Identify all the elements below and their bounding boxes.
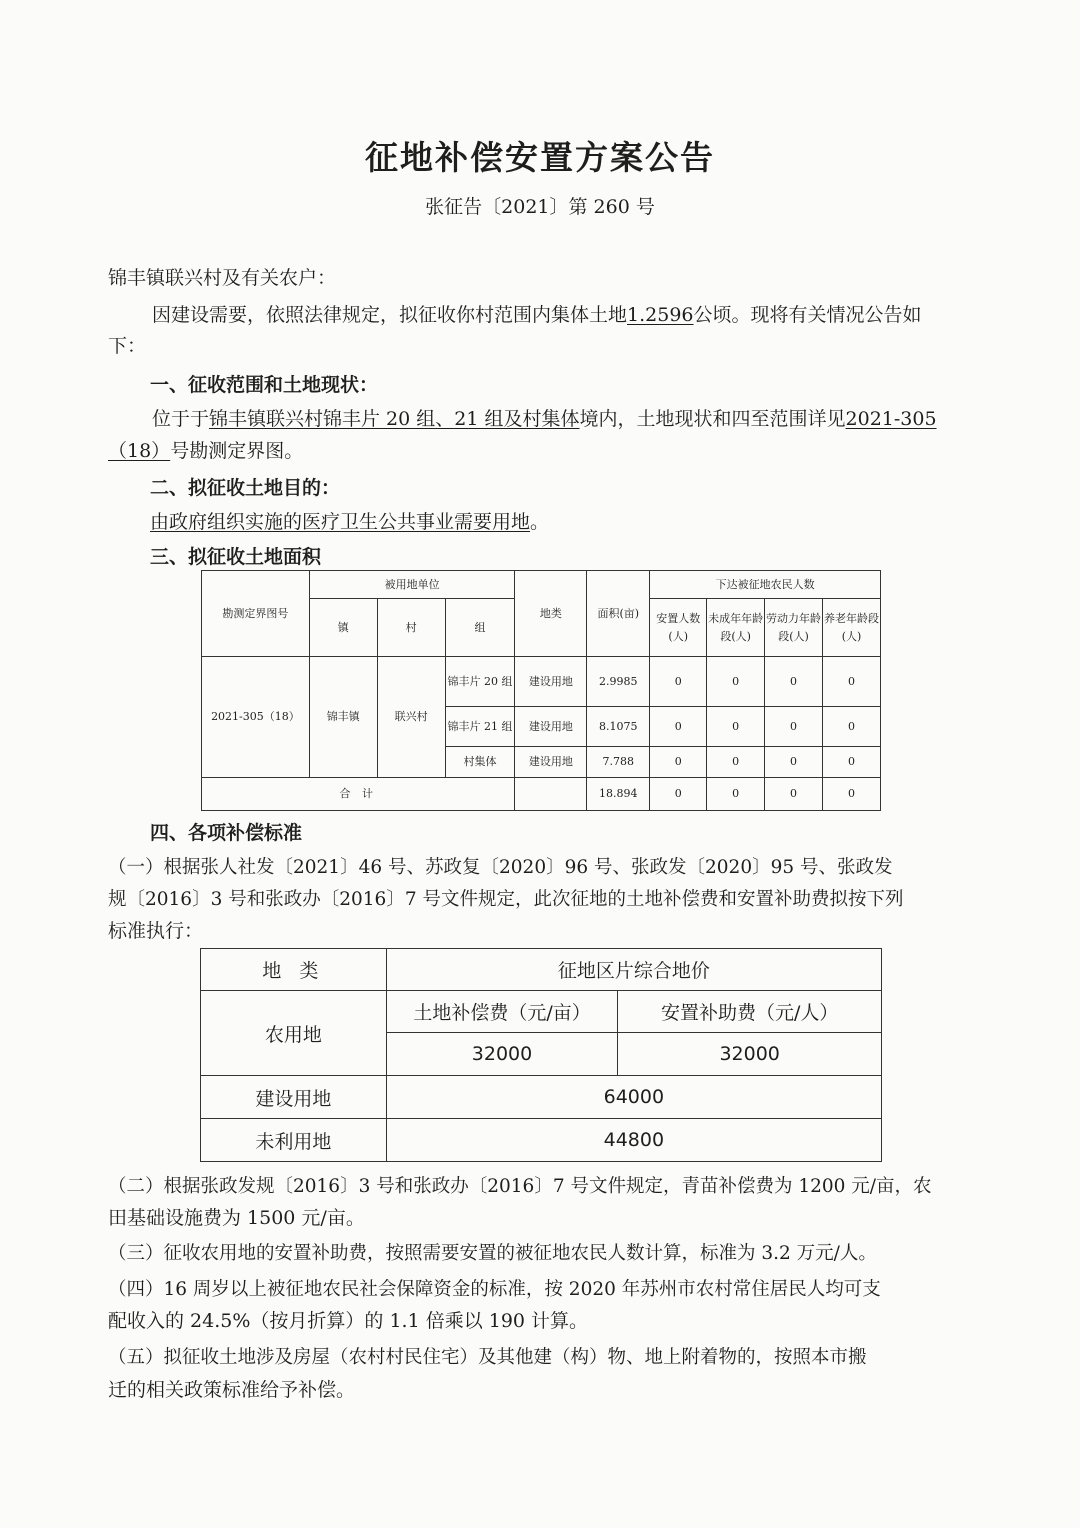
settlement-subsidy-value: 32000 [618, 1033, 882, 1076]
table-row [202, 657, 881, 707]
header-village: 村 [377, 599, 445, 657]
settle-cell: 0 [650, 707, 707, 747]
minor-cell: 0 [707, 707, 765, 747]
land-area-value: 1.2596 [627, 304, 694, 326]
header-land-category: 地 类 [201, 949, 387, 991]
header-land-type: 地类 [515, 571, 587, 657]
total-label: 合 计 [202, 778, 515, 811]
minor-cell: 0 [707, 747, 765, 778]
header-zone-price: 征地区片综合地价 [386, 949, 881, 991]
header-map-number: 勘测定界图号 [202, 571, 310, 657]
area-cell: 7.788 [587, 747, 650, 778]
section-4-p4-line-2: 配收入的 24.5%（按月折算）的 1.1 倍乘以 190 计算。 [108, 1310, 589, 1332]
type-cell: 建设用地 [515, 747, 587, 778]
section-1-text-a: 位于于 [152, 408, 210, 430]
total-area: 18.894 [587, 778, 650, 811]
area-cell: 2.9985 [587, 657, 650, 707]
location-text: 锦丰镇联兴村锦丰片 20 组、21 组及村集体 [209, 408, 580, 430]
labor-cell: 0 [765, 747, 823, 778]
type-cell: 建设用地 [515, 707, 587, 747]
section-4-p1-line-1: （一）根据张人社发〔2021〕46 号、苏政复〔2020〕96 号、张政发〔2020〕95 号、张政发 [108, 857, 893, 878]
unused-land-price: 44800 [386, 1119, 881, 1162]
elder-cell: 0 [823, 747, 881, 778]
village-cell: 联兴村 [377, 657, 445, 778]
section-4-p1-line-3: 标准执行： [108, 920, 204, 942]
section-4-heading: 四、各项补偿标准 [150, 822, 303, 844]
table-total-row [202, 778, 881, 811]
settle-cell: 0 [650, 747, 707, 778]
header-settle: 安置人数(人) [650, 599, 707, 657]
construction-land-price: 64000 [386, 1076, 881, 1119]
section-4-p4-line-1: （四）16 周岁以上被征地农民社会保障资金的标准，按 2020 年苏州市农村常住居民人均可支 [108, 1279, 881, 1300]
intro-text-a: 因建设需要，依照法律规定，拟征收你村范围内集体土地 [152, 304, 628, 326]
total-elder: 0 [823, 778, 881, 811]
elder-cell: 0 [823, 707, 881, 747]
header-people: 下达被征地农民人数 [650, 571, 881, 599]
type-cell: 建设用地 [515, 657, 587, 707]
total-type-cell [515, 778, 587, 811]
total-settle: 0 [650, 778, 707, 811]
elder-cell: 0 [823, 657, 881, 707]
section-1-text-b: 境内，土地现状和四至范围详见 [579, 408, 846, 430]
compensation-standard-table [200, 948, 882, 1162]
section-4-p5-line-1: （五）拟征收土地涉及房屋（农村村民住宅）及其他建（构）物、地上附着物的，按照本市搬 [108, 1347, 867, 1368]
intro-text-b: 公顷。现将有关情况公告如 [693, 304, 922, 326]
section-4-p1-line-2: 规〔2016〕3 号和张政办〔2016〕7 号文件规定，此次征地的土地补偿费和安置补助费拟按下列 [108, 889, 904, 910]
section-4-p5-line-2: 迁的相关政策标准给予补偿。 [108, 1379, 356, 1401]
map-number-part-1: 2021-305 [845, 408, 937, 430]
land-compensation-value: 32000 [386, 1033, 618, 1076]
header-land-compensation: 土地补偿费（元/亩） [386, 991, 618, 1033]
minor-cell: 0 [707, 657, 765, 707]
area-cell: 8.1075 [587, 707, 650, 747]
total-labor: 0 [765, 778, 823, 811]
farmland-label: 农用地 [201, 991, 387, 1076]
header-land-unit: 被用地单位 [309, 571, 515, 599]
document-number: 张征告〔2021〕第 260 号 [425, 196, 655, 218]
section-4-p2-line-2: 田基础设施费为 1500 元/亩。 [108, 1207, 365, 1229]
section-3-heading: 三、拟征收土地面积 [150, 546, 322, 568]
header-group: 组 [445, 599, 515, 657]
town-cell: 锦丰镇 [309, 657, 377, 778]
purpose-end: 。 [530, 511, 550, 533]
intro-line-2: 下： [108, 335, 147, 357]
unused-land-label: 未利用地 [201, 1119, 387, 1162]
settle-cell: 0 [650, 657, 707, 707]
construction-land-label: 建设用地 [201, 1076, 387, 1119]
header-settlement-subsidy: 安置补助费（元/人） [618, 991, 882, 1033]
group-cell: 村集体 [445, 747, 515, 778]
land-area-table [201, 570, 881, 811]
section-2-heading: 二、拟征收土地目的： [150, 477, 341, 499]
labor-cell: 0 [765, 707, 823, 747]
group-cell: 锦丰片 21 组 [445, 707, 515, 747]
header-town: 镇 [309, 599, 377, 657]
header-minor: 未成年年龄段(人) [707, 599, 765, 657]
header-elder: 养老年龄段(人) [823, 599, 881, 657]
labor-cell: 0 [765, 657, 823, 707]
document-title: 征地补偿安置方案公告 [365, 138, 715, 177]
salutation: 锦丰镇联兴村及有关农户： [108, 267, 337, 289]
header-area: 面积(亩) [587, 571, 650, 657]
header-labor: 劳动力年龄段(人) [765, 599, 823, 657]
section-4-p2-line-1: （二）根据张政发规〔2016〕3 号和张政办〔2016〕7 号文件规定，青苗补偿费为 1200 元/亩，农 [108, 1176, 932, 1197]
section-4-p3: （三）征收农用地的安置补助费，按照需要安置的被征地农民人数计算，标准为 3.2 万元/人。 [108, 1243, 877, 1264]
total-minor: 0 [707, 778, 765, 811]
section-1-line-1 [152, 404, 937, 434]
section-1-line-2 [108, 436, 303, 466]
map-number-cell: 2021-305（18） [202, 657, 310, 778]
intro-line-1 [152, 300, 922, 330]
group-cell: 锦丰片 20 组 [445, 657, 515, 707]
section-2-line [150, 507, 549, 537]
map-number-part-2: （18） [108, 440, 171, 462]
purpose-text: 由政府组织实施的医疗卫生公共事业需要用地 [150, 511, 531, 533]
section-1-text-c: 号勘测定界图。 [170, 440, 304, 462]
section-1-heading: 一、征收范围和土地现状： [150, 374, 379, 396]
